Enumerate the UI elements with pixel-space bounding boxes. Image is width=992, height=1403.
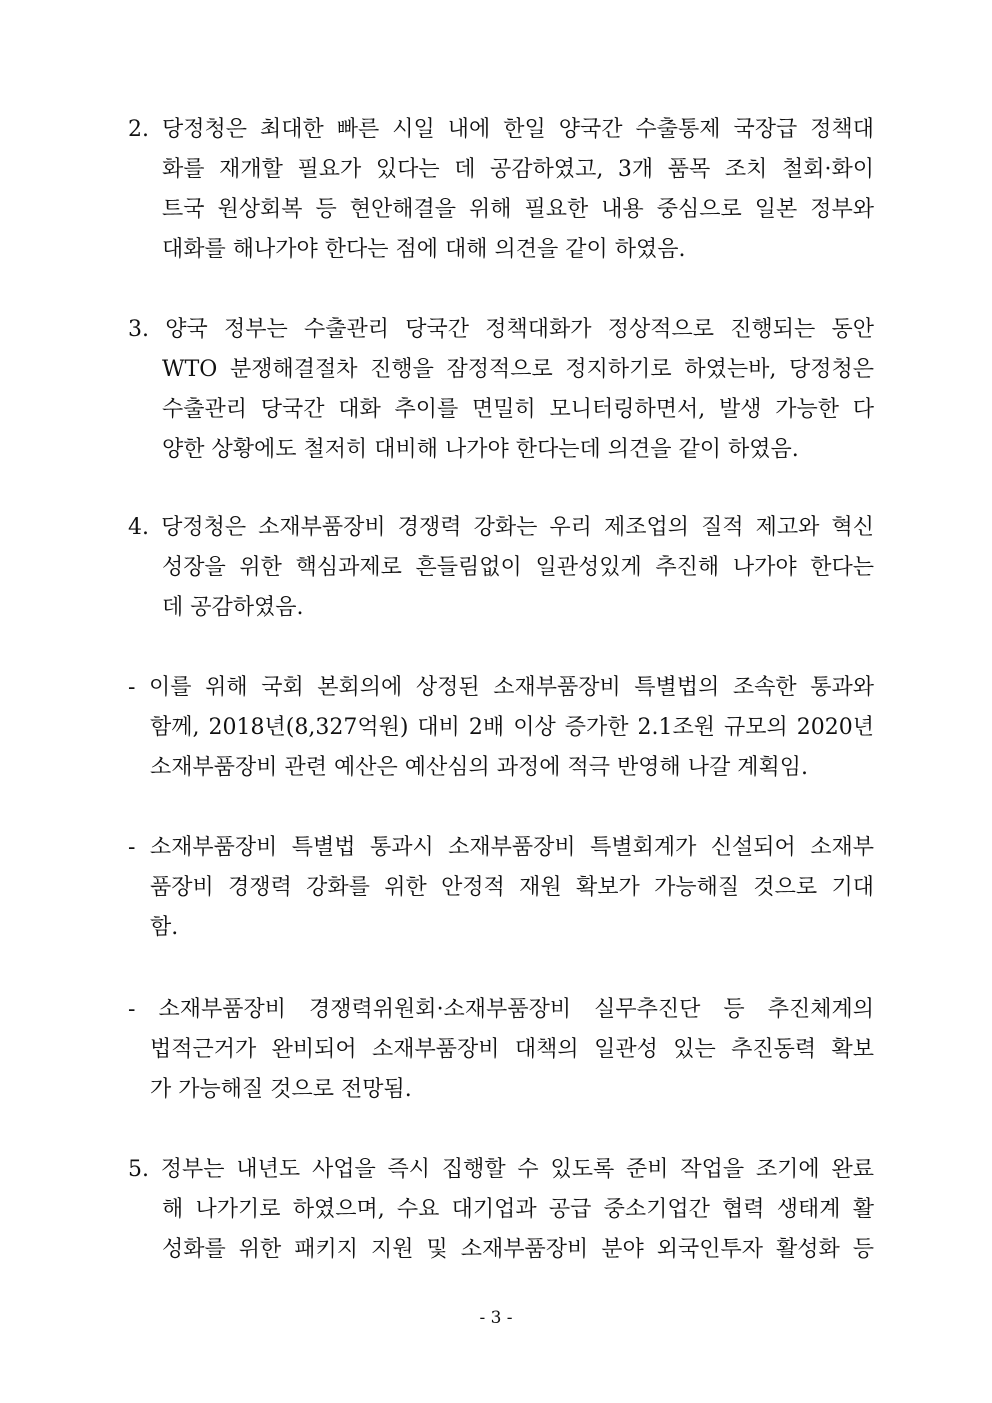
paragraph-line: 수출관리 당국간 대화 추이를 면밀히 모니터링하면서, 발생 가능한 다 — [162, 397, 874, 422]
paragraph-line: 함께, 2018년(8,327억원) 대비 2배 이상 증가한 2.1조원 규모의 2020년 — [150, 715, 874, 740]
sub-item-special-account — [128, 828, 874, 948]
paragraph-line: - 이를 위해 국회 본회의에 상정된 소재부품장비 특별법의 조속한 통과와 — [128, 675, 874, 700]
sub-item-committee — [128, 990, 874, 1110]
sub-item-budget — [128, 668, 874, 788]
paragraph-line: 4. 당정청은 소재부품장비 경쟁력 강화는 우리 제조업의 질적 제고와 혁신 — [128, 515, 874, 540]
paragraph-line: 2. 당정청은 최대한 빠른 시일 내에 한일 양국간 수출통제 국장급 정책대 — [128, 117, 874, 142]
paragraph-line: 트국 원상회복 등 현안해결을 위해 필요한 내용 중심으로 일본 정부와 — [162, 197, 874, 222]
paragraph-4 — [128, 508, 874, 628]
paragraph-line: - 소재부품장비 경쟁력위원회·소재부품장비 실무추진단 등 추진체계의 — [128, 997, 874, 1022]
paragraph-line: 소재부품장비 관련 예산은 예산심의 과정에 적극 반영해 나갈 계획임. — [150, 755, 808, 780]
paragraph-line: 데 공감하였음. — [162, 595, 304, 620]
paragraph-2 — [128, 110, 874, 270]
page-number: - 3 - — [479, 1308, 513, 1328]
paragraph-line: 해 나가기로 하였으며, 수요 대기업과 공급 중소기업간 협력 생태계 활 — [162, 1197, 874, 1222]
paragraph-line: 대화를 해나가야 한다는 점에 대해 의견을 같이 하였음. — [162, 237, 686, 262]
paragraph-3 — [128, 310, 874, 470]
paragraph-line: 양한 상황에도 철저히 대비해 나가야 한다는데 의견을 같이 하였음. — [162, 437, 799, 462]
paragraph-line: 법적근거가 완비되어 소재부품장비 대책의 일관성 있는 추진동력 확보 — [150, 1037, 874, 1062]
paragraph-line: 화를 재개할 필요가 있다는 데 공감하였고, 3개 품목 조치 철회·화이 — [162, 157, 874, 182]
paragraph-line: 품장비 경쟁력 강화를 위한 안정적 재원 확보가 가능해질 것으로 기대 — [150, 875, 874, 900]
paragraph-line: 성화를 위한 패키지 지원 및 소재부품장비 분야 외국인투자 활성화 등 — [162, 1237, 874, 1262]
paragraph-line: 5. 정부는 내년도 사업을 즉시 집행할 수 있도록 준비 작업을 조기에 완료 — [128, 1157, 874, 1182]
paragraph-line: 3. 양국 정부는 수출관리 당국간 정책대화가 정상적으로 진행되는 동안 — [128, 317, 874, 342]
paragraph-line: 함. — [150, 915, 179, 940]
paragraph-line: 성장을 위한 핵심과제로 흔들림없이 일관성있게 추진해 나가야 한다는 — [162, 555, 874, 580]
paragraph-line: - 소재부품장비 특별법 통과시 소재부품장비 특별회계가 신설되어 소재부 — [128, 835, 874, 860]
paragraph-line: 가 가능해질 것으로 전망됨. — [150, 1077, 412, 1102]
paragraph-5 — [128, 1150, 874, 1270]
paragraph-line: WTO 분쟁해결절차 진행을 잠정적으로 정지하기로 하였는바, 당정청은 — [162, 357, 874, 382]
